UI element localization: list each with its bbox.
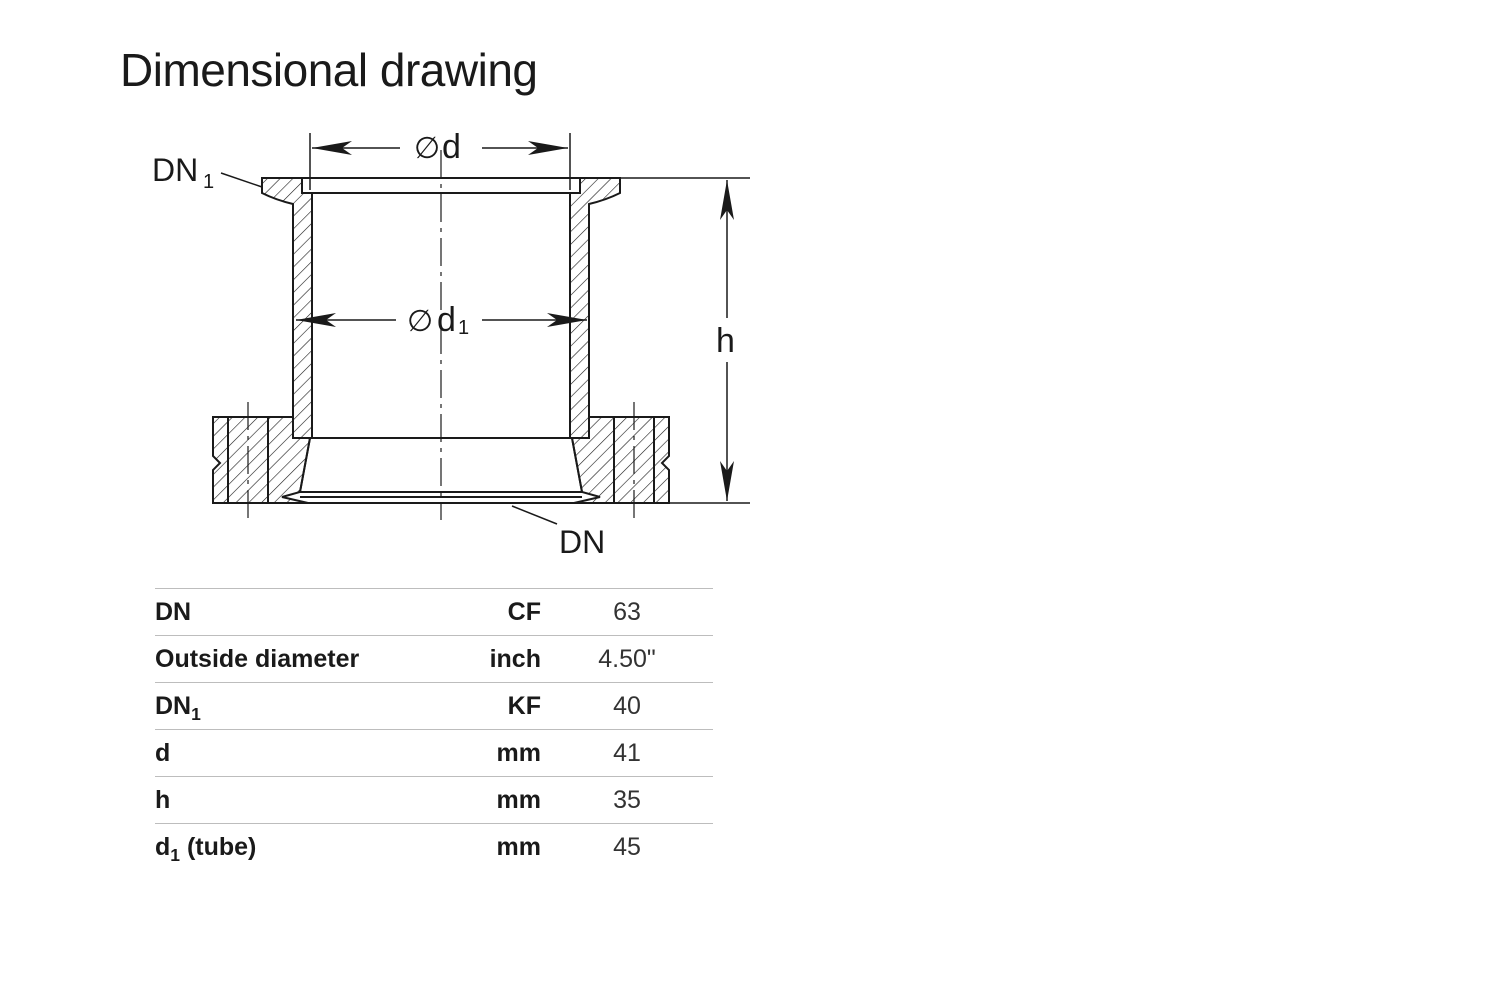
row-label-text: d [155, 832, 171, 861]
row-value: 40 [541, 683, 713, 730]
row-value: 35 [541, 777, 713, 824]
table-row [155, 636, 713, 683]
dn-label: DN [559, 524, 606, 560]
table-row [155, 683, 713, 730]
row-label-subscript: 1 [191, 703, 201, 724]
table-row [155, 777, 713, 824]
row-unit: inch [435, 636, 541, 683]
row-label-text: DN [155, 597, 192, 626]
d1-label: d [437, 301, 456, 339]
row-label [155, 777, 435, 824]
page-title: Dimensional drawing [120, 44, 538, 96]
row-label-text: DN [155, 691, 192, 720]
row-unit: mm [435, 824, 541, 871]
row-value: 41 [541, 730, 713, 777]
row-label [155, 683, 435, 730]
row-label-text: h [155, 785, 171, 814]
specification-table [155, 588, 713, 870]
dn1-subscript: 1 [203, 171, 215, 193]
row-label-text: Outside diameter [155, 644, 360, 673]
d-label: d [442, 128, 461, 166]
row-label-subscript: 1 [170, 844, 181, 865]
row-unit: CF [435, 589, 541, 636]
d1-subscript: 1 [458, 317, 470, 339]
row-value: 63 [541, 589, 713, 636]
row-label [155, 636, 435, 683]
row-unit: mm [435, 730, 541, 777]
row-value: 45 [541, 824, 713, 871]
d1-diameter-symbol: ∅ [407, 305, 434, 338]
dn1-label: DN [152, 152, 199, 188]
row-unit: mm [435, 777, 541, 824]
row-label [155, 824, 435, 871]
row-label [155, 730, 435, 777]
row-value: 4.50" [541, 636, 713, 683]
row-label-suffix: (tube) [180, 832, 257, 861]
table-row [155, 589, 713, 636]
row-label-text: d [155, 738, 171, 767]
table-row [155, 824, 713, 871]
row-label [155, 589, 435, 636]
table-row [155, 730, 713, 777]
h-label: h [716, 322, 735, 360]
d-diameter-symbol: ∅ [414, 132, 441, 165]
row-unit: KF [435, 683, 541, 730]
